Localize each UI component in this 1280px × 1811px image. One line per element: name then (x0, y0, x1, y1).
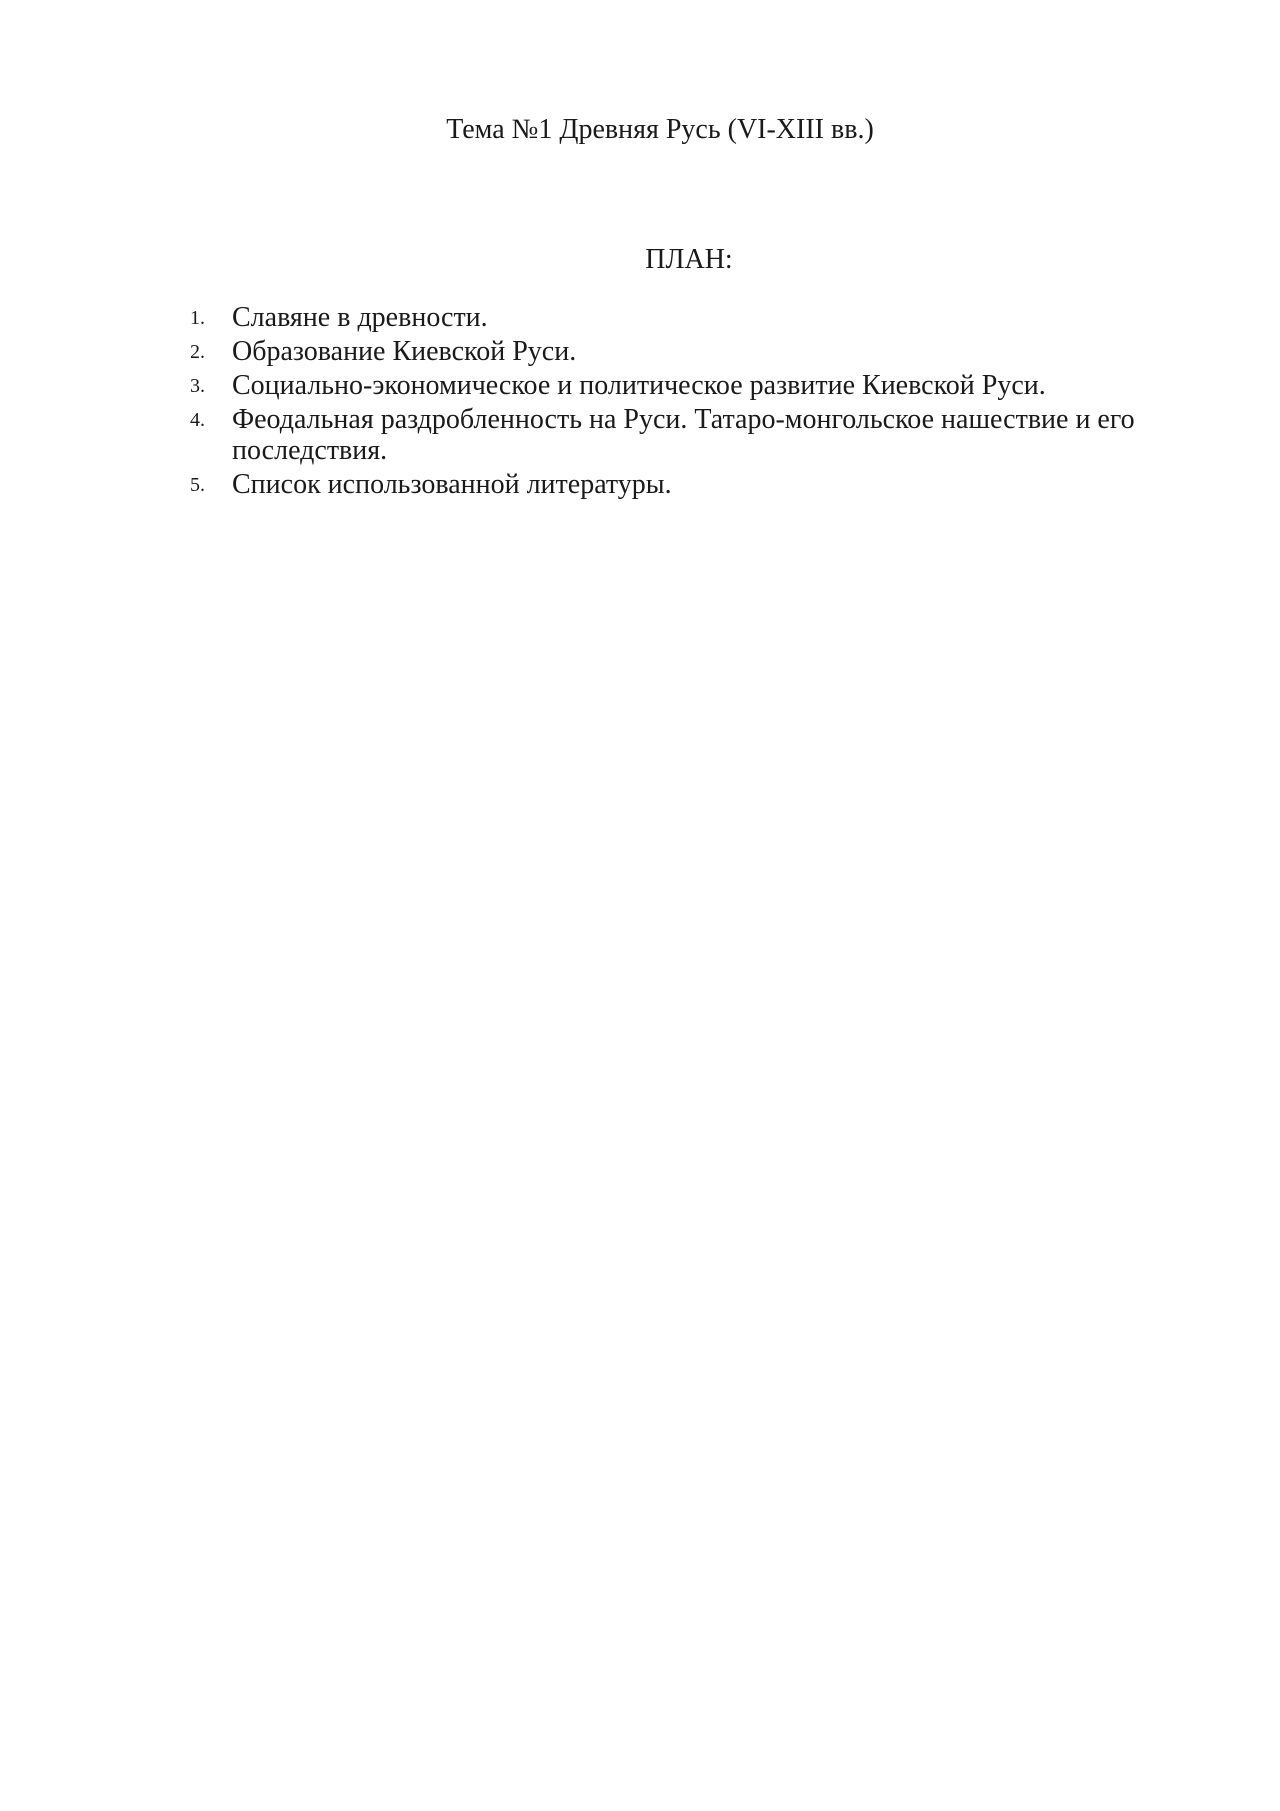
plan-item-text: Список использованной литературы. (232, 469, 672, 500)
plan-item-number: 2. (190, 341, 205, 363)
plan-item-number: 3. (190, 375, 205, 397)
plan-item-text: Славяне в древности. (232, 302, 488, 333)
plan-item (190, 302, 1170, 333)
plan-item-text: Социально-экономическое и политическое развитие Киевской Руси. (232, 370, 1046, 401)
plan-item-text: Феодальная раздробленность на Руси. Татаро-монгольское нашествие и его последствия. (232, 404, 1135, 466)
plan-item-number: 5. (190, 474, 205, 496)
plan-item-number: 1. (190, 307, 205, 329)
plan-item-text: Образование Киевской Руси. (232, 336, 577, 367)
plan-item (190, 469, 1170, 500)
plan-list (190, 302, 1170, 503)
plan-heading: ПЛАН: (645, 244, 733, 275)
plan-item-number: 4. (190, 409, 205, 431)
plan-item (190, 370, 1170, 401)
plan-item (190, 336, 1170, 367)
plan-item (190, 404, 1170, 466)
document-title: Тема №1 Древняя Русь (VI-XIII вв.) (446, 114, 874, 145)
